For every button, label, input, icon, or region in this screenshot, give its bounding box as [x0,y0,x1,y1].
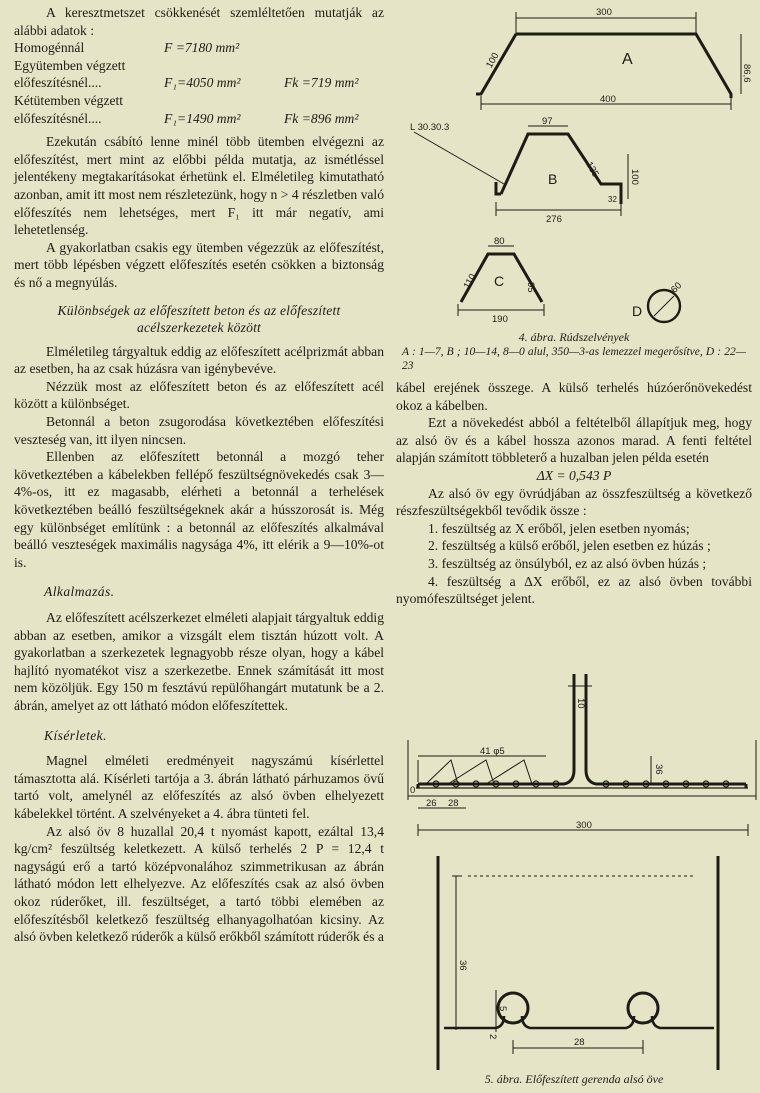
c-height-dim: 95 [525,282,536,293]
fig5-left1-dim: 26 [426,798,437,809]
section-heading-application: Alkalmazás. [44,584,115,600]
figure-4-caption: 4. ábra. Rúdszelvények [518,330,630,344]
right-paragraph-3: Az alsó öv egy övrúdjában az összfeszültség a következő részfeszültségekből tevődik össze : [396,485,752,519]
equation-delta-x: ΔX = 0,543 P [536,467,612,483]
data-row-two-stage: előfeszítésnél.... F₁=1490 mm² Fk =896 mm² [14,110,359,126]
b-top-dim: 97 [542,116,553,127]
a-height-dim: 86,6 [741,64,752,83]
b-bottom-dim: 276 [546,214,562,225]
a-side-dim: 100 [484,50,502,71]
figure-4-sections [396,4,760,334]
paragraph-2: A gyakorlatban csakis egy ütemben végezzük az előfeszítést, mert több lépésben végzett előfeszítés esetén csökken a biztonság és nő a megnyúlás. [14,239,384,290]
right-column [396,330,752,608]
fig5-top-dim: 10 [575,698,586,709]
b-angle-label: L 30.30.3 [410,122,450,133]
c-side-dim: 110 [461,272,479,291]
list-item-2: 2. feszültség a külső erőből, jelen esetben ez húzás ; [428,538,711,554]
figure-5-beam [396,660,760,1090]
c-top-dim: 80 [494,236,505,247]
paragraph-7: Az előfeszített acélszerkezet elméleti alapjait tárgyaltuk eddig abban az esetben, amikor a vizsgált elem tisztán húzott volt. A gyakorlatban a szerkezetek legnagyobb része olyan, hogy a kábel hajlító nyomatékot visz a szerkezetbe. Ennek számítását itt most nem közöljük. Egy 150 m fesztávú repülőhangárt mutatunk be a 2. ábrán, amelyet az ott látható módon előfeszítettek. [14,610,384,713]
intro-paragraph: A keresztmetszet csökkenését szemléltetően mutatják az alábbi adatok : [14,5,384,38]
list-item-1: 1. feszültség az X erőből, jelen esetben nyomás; [428,520,690,536]
data-row-homogeneous: Homogénnál F =7180 mm² [14,40,240,56]
right-paragraph-2: Ezt a növekedést abból a feltételből állapítjuk meg, hogy az alsó öv és a kábel hossza azonos marad. A fenti feltétel alapján számított többleterő a huzalban jelen példa esetén [396,415,752,466]
fig5-height-dim: 36 [653,764,664,775]
data-row-one-stage-label: Együtemben végzett [14,57,126,73]
data-row-one-stage: előfeszítésnél.... F₁=4050 mm² Fk =719 mm² [14,75,359,91]
fig5-lower-small: 5 [497,1006,508,1012]
paragraph-1: Ezekután csábító lenne minél több ütemben elvégezni az előfeszítést, mert mint az előbbi példa mutatja, az ismétléssel jelentékeny megtakarításokat érhetünk el. Elméletileg kimutatható azonban, amit itt most nem részletezünk, hogy n > 4 részletben való előfeszítés nem lehetséges, mert F₁ itt már negatív, ami lehetetlenség. [14,134,384,238]
d-label: D [632,303,643,319]
left-column [14,4,384,946]
fig5-total-dim: 300 [576,820,592,831]
list-item-4: 4. feszültség a ΔX erőből, ez az alsó övben további nyomófeszültséget jelent. [396,573,752,607]
fig5-zero: 0 [410,785,416,796]
section-b-profile [501,134,621,204]
data-row-two-stage-label: Kétütemben végzett [14,92,124,108]
fig5-span-dim: 41 φ5 [480,746,505,757]
section-heading-differences: Különbségek az előfeszített beton és az előfeszített acélszerkezetek között [57,302,341,336]
a-bottom-dim: 400 [600,94,616,105]
paragraph-8: Magnel elméleti eredményeit nagyszámú kísérlettel támasztotta alá. Kísérleti tartója a 3. ábrán látható párhuzamos övű tartó volt, amelynél az előfeszítés az alsó övben elhelyezett kábelekkel történt. A szelvényeket a 4. ábra tünteti fel. [14,753,384,821]
d-dia-dim: 60 [668,280,685,296]
b-slant-dim: 135 [583,160,601,180]
fig5-left2-dim: 28 [448,798,459,809]
c-bottom-dim: 190 [492,314,508,325]
section-heading-experiments: Kísérletek. [44,727,107,743]
paragraph-6: Ellenben az előfeszített betonnál a mozgó teher következtében a kábelekben fellépő feszültségnövekedés csak 3—4%-os, itt ez magasabb, elérheti a betonnál a terhelések következtében beálló feszültségeknek akár a hússzorosát is. Még egy különbséget említünk : a betonnál az előfeszítés alkalmával beálló veszteségek maximális nagysága 4%, itt elérik a 9—10%-ot is. [14,449,384,570]
b-height-dim: 100 [629,169,640,185]
paragraph-9: Az alsó öv 8 huzallal 20,4 t nyomást kapott, ezáltal 13,4 kg/cm² feszültség keletkezett. A külső terhelés 2 P = 12,4 t nagyságú erő a tartó középvonalához szimmetrikusan az ábrán látható módon lett elhelyezve. Az előfeszítés csak az alsó övben okoz rúderőket, ill. feszültséget, a tartó többi elemében az előfeszítésből keletkező feszültség elhanyagolhatóan kicsiny. Az alsó övben keletkező rúderők a külső erőkből számított rúderők és a [14,823,384,945]
fig5-lower-small2: 2 [487,1034,498,1040]
fig5-lower-bottom: 28 [574,1037,585,1048]
b-label: B [548,171,558,187]
c-label: C [494,273,505,289]
paragraph-5: Betonnál a beton zsugorodása következtében előfeszítési veszteség van, itt ilyen nincsen. [14,414,384,447]
paragraph-3: Elméletileg tárgyaltuk eddig az előfeszített acélprizmát abban az esetben, ha az csak húzásra van igénybevéve. [14,343,384,377]
b-small-dim: 32 [608,195,617,204]
fig5-lower-height: 36 [457,960,468,971]
figure-4-caption-detail: A : 1—7, B ; 10—14, 8—0 alul, 350—3-as lemezzel megerősítve, D : 22—23 [402,346,746,372]
a-label: A [622,51,633,68]
a-top-dim: 300 [596,7,612,18]
paragraph-4: Nézzük most az előfeszített beton és az előfeszített acél között a különbséget. [14,378,384,412]
right-paragraph-1: kábel erejének összege. A külső terhelés húzóerőnövekedést okoz a kábelben. [396,380,752,413]
list-item-3: 3. feszültség az önsúlyból, ez az alsó övben húzás ; [428,555,707,571]
figure-5-caption: 5. ábra. Előfeszített gerenda alsó öve [484,1072,664,1086]
